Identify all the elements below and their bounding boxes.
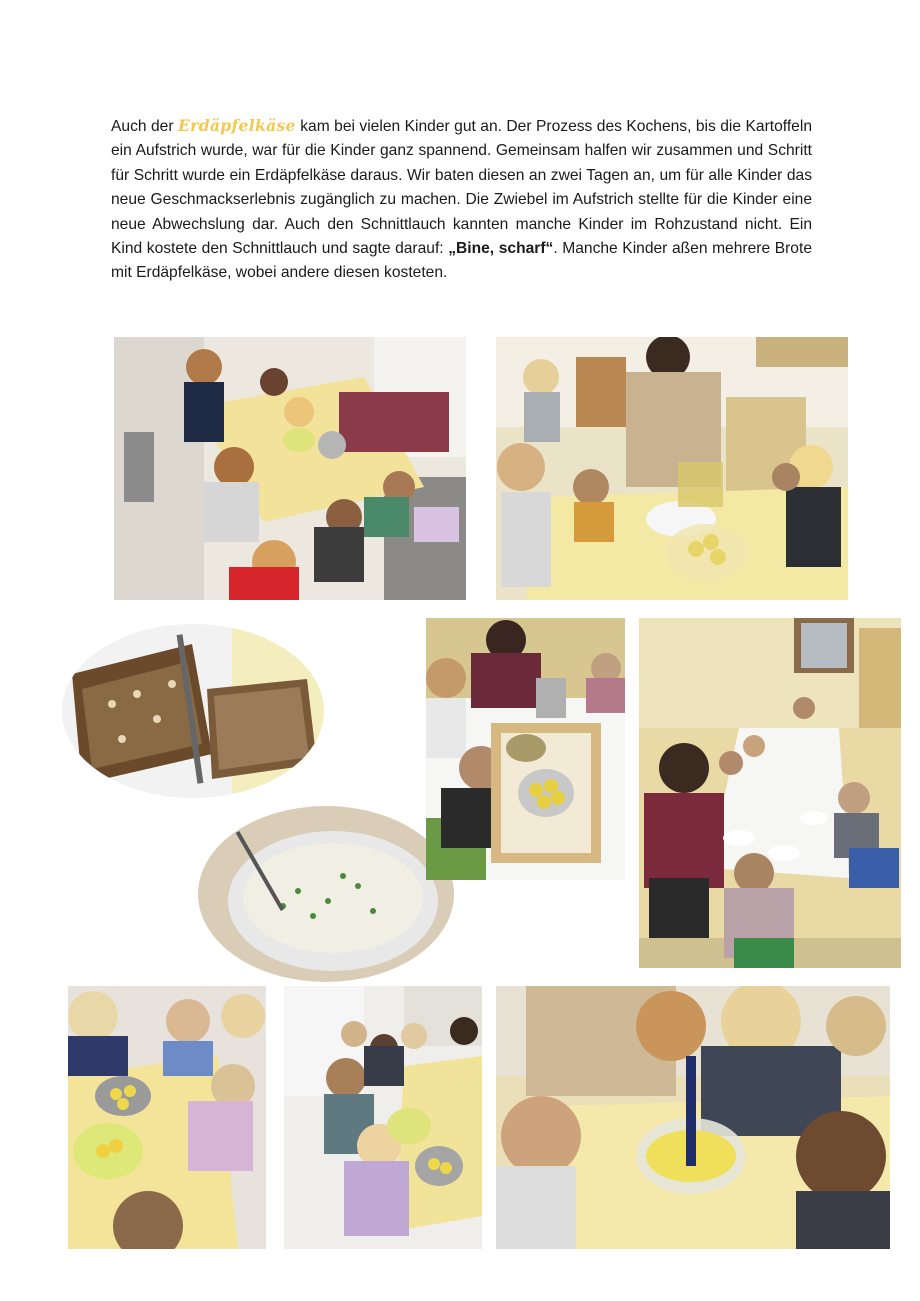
photo-children-around-table bbox=[284, 986, 482, 1249]
photo-teacher-peeling bbox=[496, 337, 848, 600]
photo-children-table-kitchen bbox=[114, 337, 466, 600]
photo-spread-bowl-oval bbox=[198, 806, 454, 982]
text-part-2: kam bei vielen Kinder gut an. Der Prozess des Kochens, bis die Kartoffeln ein Aufstrich wurde, war für die Kinder ganz spannend. Gemeinsam halfen wir zusammen und Schritt für Schritt wurde ein Erdäpfelkäse daraus. Wir baten diesen an zwei Tagen an, um für alle Kinder das neue Geschmackserlebnis zugänglich zu machen. Die Zwiebel im Aufstrich stellte für die Kinder eine neue Abwechslung dar. Auch den Schnittlauch kannten manche Kinder im Rohzustand nicht. Ein Kind kostete den Schnittlauch und sagte darauf: bbox=[111, 118, 812, 258]
text-part-1: Auch der bbox=[111, 118, 178, 135]
highlighted-word: Erdäpfelkäse bbox=[178, 116, 296, 135]
body-paragraph bbox=[111, 114, 812, 286]
photo-group-meal bbox=[639, 618, 901, 968]
photo-grating-potatoes bbox=[426, 618, 625, 880]
child-quote: „Bine, scharf“ bbox=[448, 240, 554, 258]
photo-bread-oval bbox=[62, 624, 324, 798]
text-part-3: . Manche Kinder aßen mehrere Brote mit Erdäpfelkäse, wobei andere diesen kosteten. bbox=[111, 240, 812, 282]
photo-mashing-potatoes bbox=[496, 986, 890, 1249]
photo-children-potato-bowl bbox=[68, 986, 266, 1249]
